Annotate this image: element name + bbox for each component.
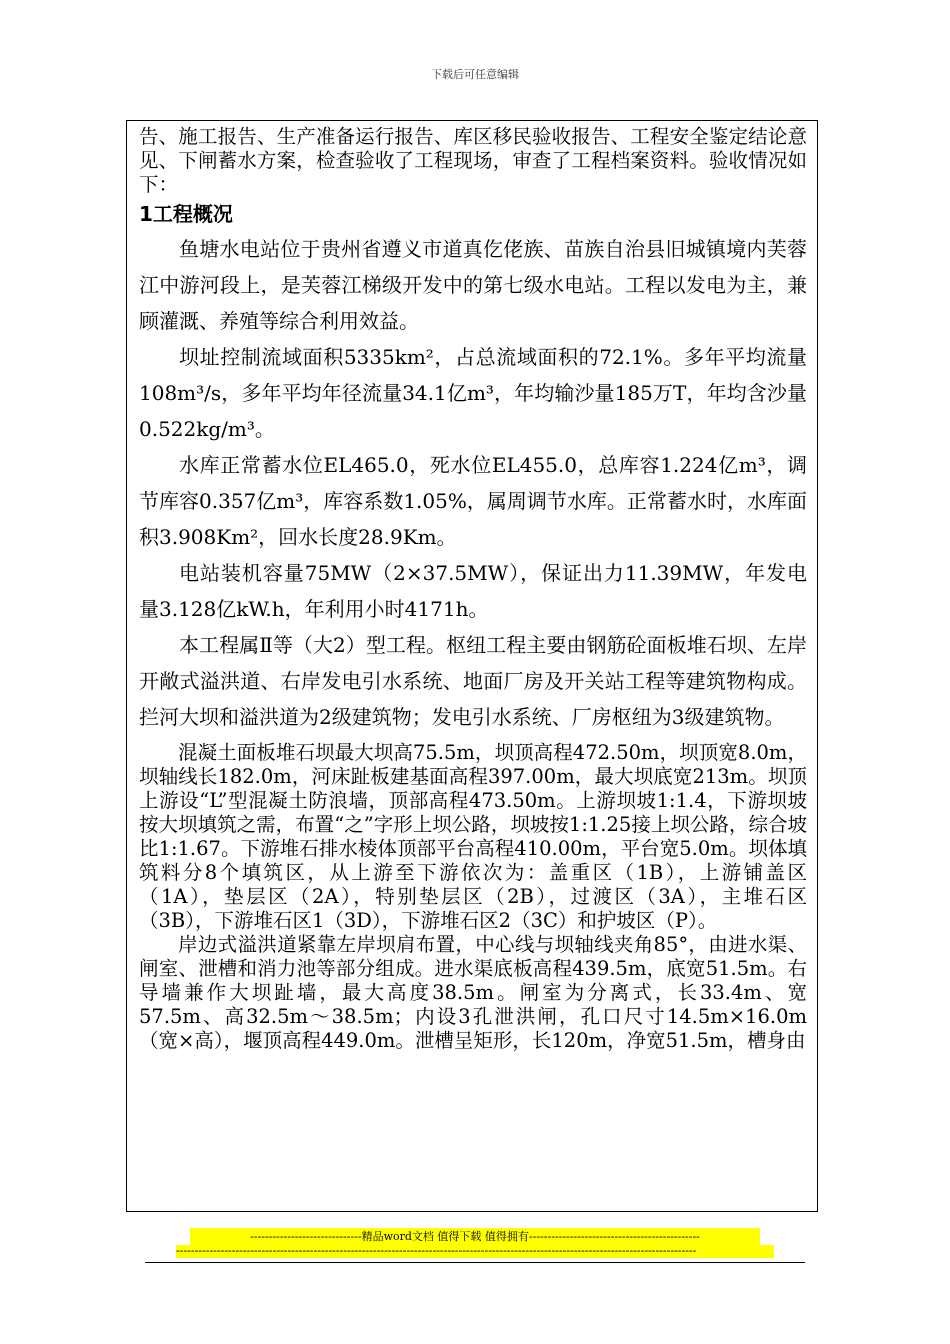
footer-rule (145, 1262, 805, 1263)
paragraph-capacity: 电站装机容量75MW（2×37.5MW），保证出力11.39MW，年发电量3.128亿kW.h，年利用小时4171h。 (139, 561, 807, 621)
paragraph-hydrology: 坝址控制流域面积5335km²，占总流域面积的72.1%。多年平均流量108m³/s，多年平均年径流量34.1亿m³，年均输沙量185万T，年均含沙量0.522kg/m³。 (139, 345, 807, 441)
paragraph-reservoir: 水库正常蓄水位EL465.0，死水位EL455.0，总库容1.224亿m³，调节库容0.357亿m³，库容系数1.05%，属周调节水库。正常蓄水时，水库面积3.908Km²，回水长度28.9Km。 (139, 453, 807, 549)
document-frame (126, 120, 818, 1212)
intro-paragraph: 告、施工报告、生产准备运行报告、库区移民验收报告、工程安全鉴定结论意见、下闸蓄水方案，检查验收了工程现场，审查了工程档案资料。验收情况如下： (139, 125, 807, 196)
paragraph-location: 鱼塘水电站位于贵州省遵义市道真仡佬族、苗族自治县旧城镇境内芙蓉江中游河段上，是芙蓉江梯级开发中的第七级水电站。工程以发电为主，兼顾灌溉、养殖等综合利用效益。 (139, 237, 807, 333)
paragraph-grade: 本工程属Ⅱ等（大2）型工程。枢纽工程主要由钢筋砼面板堆石坝、左岸开敞式溢洪道、右岸发电引水系统、地面厂房及开关站工程等建筑物构成。拦河大坝和溢洪道为2级建筑物；发电引水系统、厂房枢纽为3级建筑物。 (139, 633, 807, 729)
section-heading: 1工程概况 (139, 202, 233, 226)
footer-dash-line: -------------------------------------------------------------------------------------------------------------------------------------------- (176, 1245, 774, 1258)
paragraph-spillway: 岸边式溢洪道紧靠左岸坝肩布置，中心线与坝轴线夹角85°，由进水渠、闸室、泄槽和消力池等部分组成。进水渠底板高程439.5m，底宽51.5m。右导墙兼作大坝趾墙，最大高度38.5m。闸室为分离式，长33.4m、宽57.5m、高32.5m～38.5m；内设3孔泄洪闸，孔口尺寸14.5m×16.0m（宽×高），堰顶高程449.0m。泄槽呈矩形，长120m，净宽51.5m，槽身由 (139, 933, 807, 1052)
paragraph-dam: 混凝土面板堆石坝最大坝高75.5m，坝顶高程472.50m，坝顶宽8.0m，坝轴线长182.0m，河床趾板建基面高程397.00m，最大坝底宽213m。坝顶上游设“L”型混凝土防浪墙，顶部高程473.50m。上游坝坡1:1.4，下游坝坡按大坝填筑之需，布置“之”字形上坝公路，坝坡按1:1.25接上坝公路，综合坡比1:1.67。下游堆石排水棱体顶部平台高程410.00m，平台宽5.0m。坝体填筑料分8个填筑区，从上游至下游依次为：盖重区（1B），上游铺盖区（1A），垫层区（2A），特别垫层区（2B），过渡区（3A），主堆石区（3B），下游堆石区1（3D），下游堆石区2（3C）和护坡区（P）。 (139, 741, 807, 932)
header-note: 下载后可任意编辑 (431, 68, 519, 81)
footer-banner: ------------------------------精品word文档 值得下载 值得拥有---------------------------------------------- (190, 1228, 760, 1245)
